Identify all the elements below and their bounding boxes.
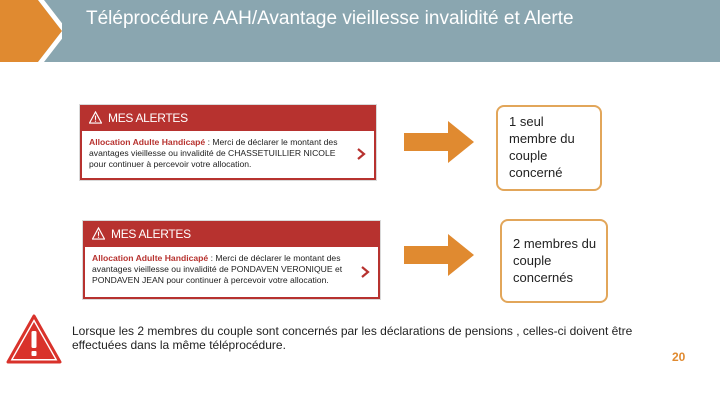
- header-accent-shape: [0, 0, 62, 62]
- alert-type-label: Allocation Adulte Handicapé: [92, 253, 209, 263]
- alert-body: [80, 131, 376, 180]
- alert-header-label: MES ALERTES: [108, 111, 188, 125]
- note-box-couple: [500, 219, 608, 303]
- slide-title: Téléprocédure AAH/Avantage vieillesse invalidité et Alerte: [86, 8, 574, 29]
- warning-icon: [6, 314, 62, 364]
- chevron-right-icon[interactable]: [356, 147, 366, 161]
- alert-message-text: : Merci de déclarer le montant des avantages vieillesse ou invalidité de CHASSETUILLIER NICOLE pour continuer à percevoir votre allocation.: [89, 137, 338, 169]
- alert-message-text: : Merci de déclarer le montant des avantages vieillesse ou invalidité de PONDAVEN VERONIQUE et PONDAVEN JEAN pour continuer à percevoir votre allocation.: [92, 253, 343, 285]
- alert-type-label: Allocation Adulte Handicapé: [89, 137, 206, 147]
- slide-header: [0, 0, 720, 62]
- arrow-right-icon: [404, 121, 474, 163]
- alert-message: [92, 253, 352, 286]
- alert-header: [80, 105, 376, 131]
- alert-message: [89, 137, 348, 170]
- chevron-right-icon[interactable]: [360, 265, 370, 279]
- alert-card-2[interactable]: [82, 220, 381, 300]
- alert-card-1[interactable]: [79, 104, 377, 181]
- alert-body: [83, 247, 380, 299]
- warning-icon: [89, 111, 102, 124]
- note-box-single: [496, 105, 602, 191]
- warning-icon: [92, 227, 105, 240]
- page-number: 20: [672, 350, 686, 364]
- bottom-note: Lorsque les 2 membres du couple sont concernés par les déclarations de pensions , celles-ci doivent être effectuées dans la même téléprocédure.: [72, 324, 633, 352]
- note-text: 2 membres du couple concernés: [513, 236, 597, 285]
- alert-header: [83, 221, 380, 247]
- note-text: 1 seul membre du couple concerné: [509, 114, 575, 180]
- alert-header-label: MES ALERTES: [111, 227, 191, 241]
- arrow-right-icon: [404, 234, 474, 276]
